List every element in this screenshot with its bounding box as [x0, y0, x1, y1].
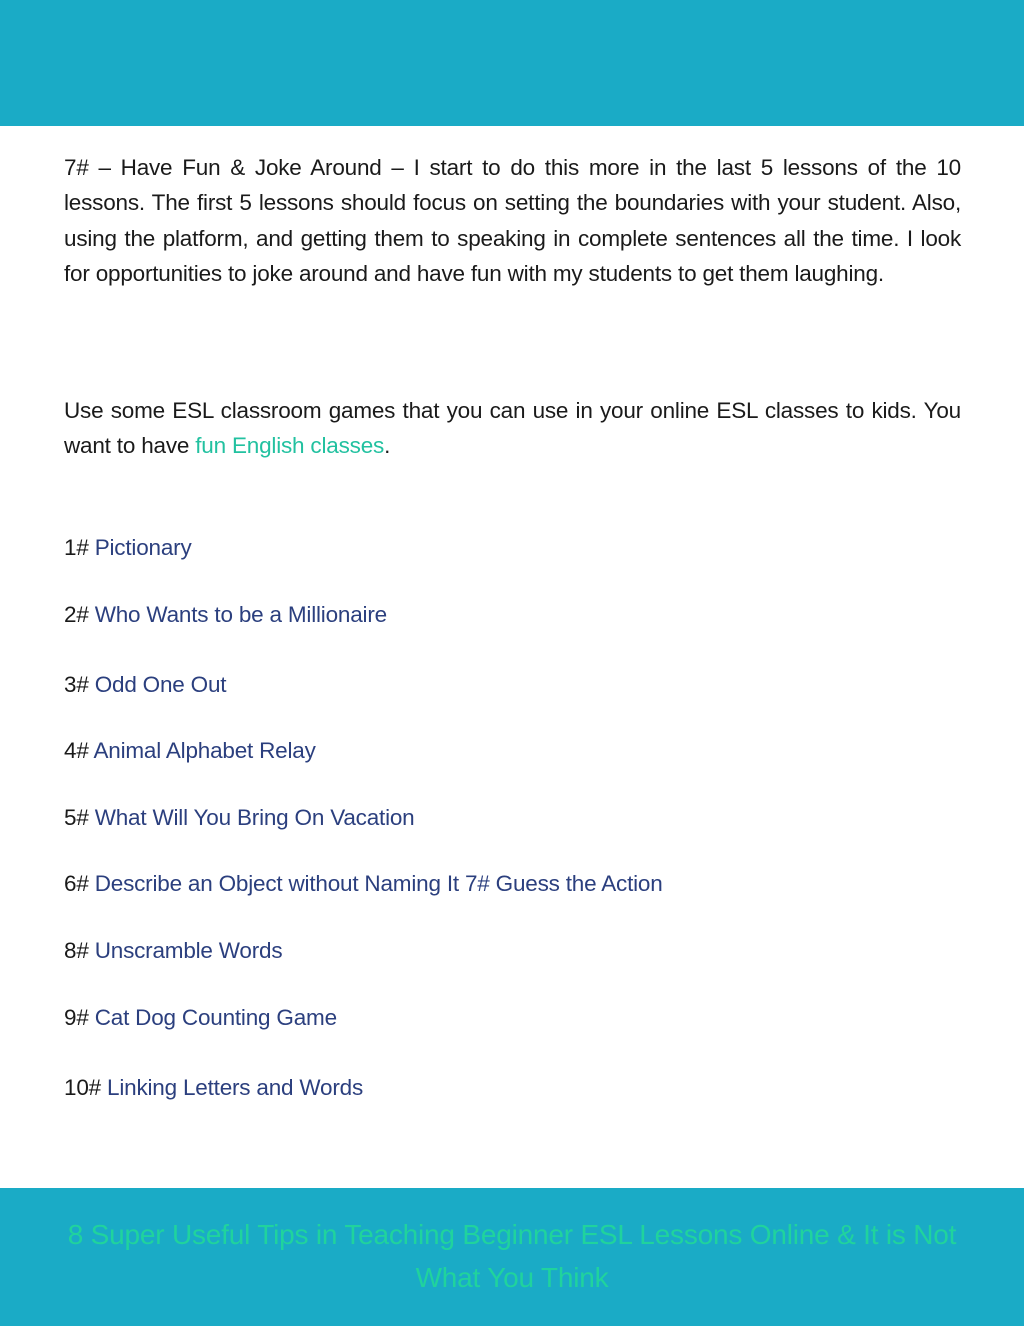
footer-title: 8 Super Useful Tips in Teaching Beginner ESL Lessons Online & It is Not What You Think [67, 1219, 957, 1293]
game-number: 1# [64, 535, 89, 560]
intro-text: Use some ESL classroom games that you can use in your online ESL classes to kids. You want to have [64, 398, 961, 459]
game-number: 10# [64, 1075, 101, 1100]
tip-paragraph: 7# – Have Fun & Joke Around – I start to do this more in the last 5 lessons of the 10 lessons. The first 5 lessons should focus on setting the boundaries with your student. Also, using the platform, and getting them to speaking in complete sentences all the time. I look for opportunities to joke around and have fun with my students to get them laughing. [64, 155, 961, 286]
list-item [64, 733, 316, 768]
list-item [64, 933, 282, 968]
game-number: 9# [64, 1005, 89, 1030]
intro-text-end: . [384, 433, 391, 459]
game-link-linking-letters[interactable]: Linking Letters and Words [107, 1075, 363, 1100]
game-link-unscramble-words[interactable]: Unscramble Words [94, 938, 283, 963]
game-link-describe-object[interactable]: Describe an Object without Naming It 7# Guess the Action [94, 871, 663, 896]
game-link-vacation[interactable]: What Will You Bring On Vacation [94, 805, 415, 830]
game-number: 2# [64, 602, 89, 627]
intro-paragraph [64, 393, 961, 464]
game-number: 5# [64, 805, 89, 830]
game-number: 8# [64, 938, 89, 963]
game-link-cat-dog-counting[interactable]: Cat Dog Counting Game [94, 1005, 337, 1030]
list-item [64, 530, 192, 565]
game-number: 4# [64, 738, 89, 763]
list-item [64, 597, 387, 632]
list-item [64, 1000, 337, 1035]
list-item [64, 800, 415, 835]
header-band [0, 0, 1024, 126]
list-item [64, 667, 226, 702]
game-number: 3# [64, 672, 89, 697]
game-link-millionaire[interactable]: Who Wants to be a Millionaire [94, 602, 387, 627]
game-number: 6# [64, 871, 89, 896]
fun-english-classes-link[interactable]: fun English classes [195, 433, 385, 459]
game-link-odd-one-out[interactable]: Odd One Out [94, 672, 227, 697]
list-item [64, 866, 663, 901]
list-item [64, 1070, 363, 1105]
page-content [64, 150, 961, 1100]
game-link-pictionary[interactable]: Pictionary [94, 535, 192, 560]
game-link-animal-alphabet-relay[interactable]: Animal Alphabet Relay [93, 738, 316, 763]
